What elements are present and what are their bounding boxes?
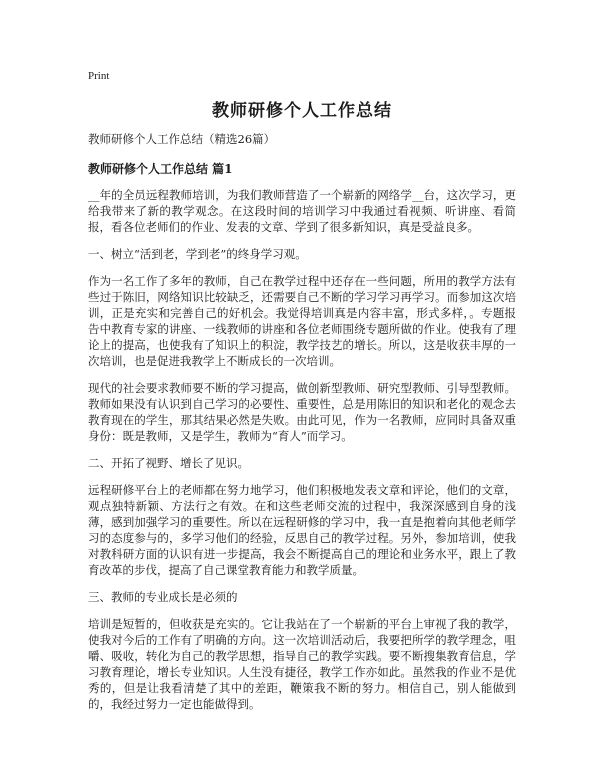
paragraph: 作为一名工作了多年的教师，自己在教学过程中还存在一些问题，所用的教学方法有些过于陈旧，网络知识比较缺乏，还需要自己不断的学习学习再学习。而参加这次培训，正是充实和完善自己的好机会。我觉得培训真是内容丰富，形式多样，。专题报告中教育专家的讲座、一线教师的讲座和各位老师围绕专题所做的作业。使我有了理论上的提高，也使我有了知识上的积淀，教学技艺的增长。所以，这是收获丰厚的一次培训，也是促进我教学上不断成长的一次培训。 — [88, 274, 516, 368]
subheading-2: 二、开拓了视野、增长了见识。 — [88, 456, 249, 470]
document-subtitle: 教师研修个人工作总结（精选26篇） — [88, 132, 276, 146]
paragraph: 现代的社会要求教师要不断的学习提高，做创新型教师、研究型教师、引导型教师。教师如果没有认识到自己学习的必要性、重要性，总是用陈旧的知识和老化的观念去教育现在的学生，那其结果必然是失败。由此可见，作为一名教师，应同时具备双重身份：既是教师，又是学生，教师为“育人”而学习。 — [88, 381, 516, 443]
document-body — [88, 187, 516, 723]
subheading-3: 三、教师的专业成长是必须的 — [88, 590, 238, 604]
print-label: Print — [88, 70, 110, 82]
page-title: 教师研修个人工作总结 — [212, 101, 392, 121]
section-heading: 教师研修个人工作总结 篇1 — [88, 162, 233, 176]
subheading-1: 一、树立“活到老，学到老”的终身学习观。 — [88, 247, 307, 261]
paragraph: 培训是短暂的，但收获是充实的。它让我站在了一个崭新的平台上审视了我的教学，使我对今后的工作有了明确的方向。这一次培训活动后，我要把所学的教学理念，咀嚼、吸收，转化为自己的教学思想，指导自己的教学实践。要不断搜集教育信息，学习教育理论，增长专业知识。人生没有捷径，教学工作亦如此。虽然我的作业不是优秀的，但是让我看清楚了其中的差距，鞭策我不断的努力。相信自己，别人能做到的，我经过努力一定也能做得到。 — [88, 617, 516, 711]
paragraph: 远程研修平台上的老师都在努力地学习，他们积极地发表文章和评论，他们的文章，观点独特新颖、方法行之有效。在和这些老师交流的过程中，我深深感到自身的浅薄，感到加强学习的重要性。所以在远程研修的学习中，我一直是抱着向其他老师学习的态度参与的，多学习他们的经验，反思自己的教学过程。另外，参加培训，使我对教科研方面的认识有进一步提高，我会不断提高自己的理论和业务水平，跟上了教育改革的步伐，提高了自己课堂教育能力和教学质量。 — [88, 483, 516, 577]
paragraph-intro: __年的全员远程教师培训，为我们教师营造了一个崭新的网络学__台，这次学习，更给我带来了新的教学观念。在这段时间的培训学习中我通过看视频、听讲座、看简报，看各位老师们的作业、发表的文章、学到了很多新知识，真是受益良多。 — [88, 188, 516, 234]
